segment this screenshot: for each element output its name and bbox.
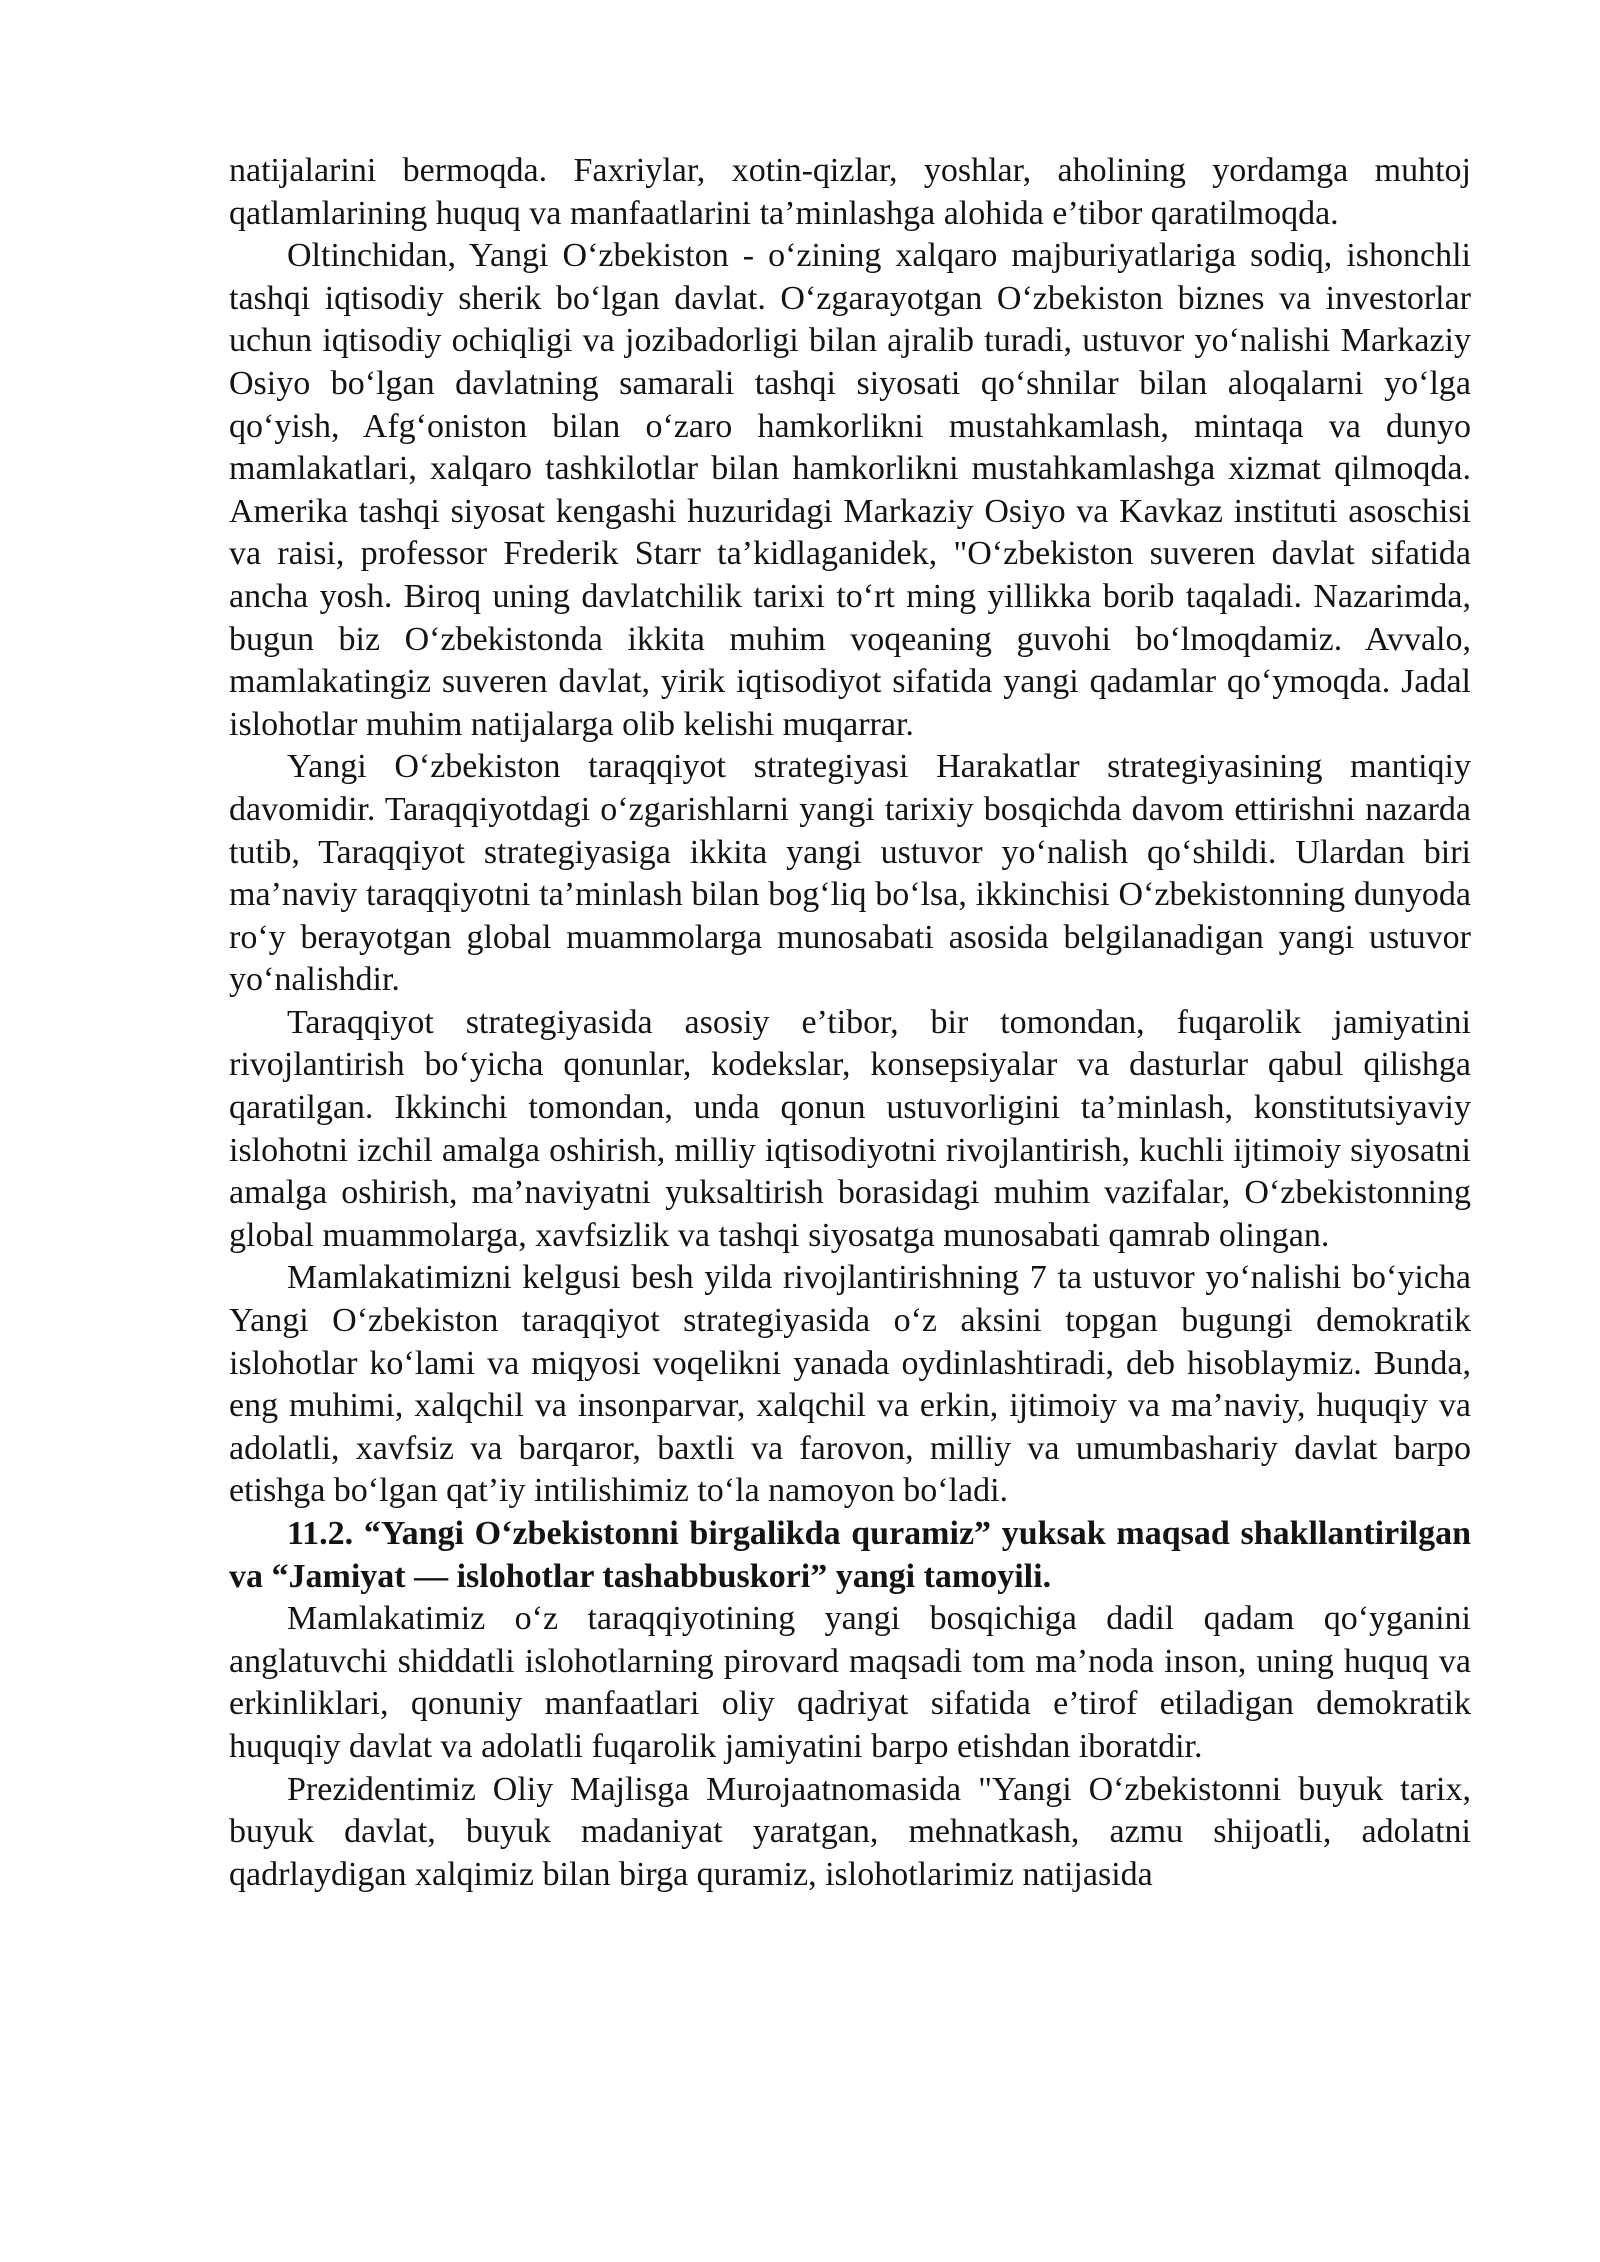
paragraph-priorities: Mamlakatimizni kelgusi besh yilda rivojlantirishning 7 ta ustuvor yo‘nalishi bo‘yicha Yangi O‘zbekiston taraqqiyot strategiyasida o‘z aksini topgan bugungi demokratik islohotlar ko‘lami va miqyosi voqelikni yanada oydinlashtiradi, deb hisoblaymiz. Bunda, eng muhimi, xalqchil va insonparvar, xalqchil va erkin, ijtimoiy va ma’naviy, huquqiy va adolatli, xavfsiz va barqaror, baxtli va farovon, milliy va umumbashariy davlat barpo etishga bo‘lgan qat’iy intilishimiz to‘la namoyon bo‘ladi. [229,1259,1471,1510]
paragraph-oltinchidan: Oltinchidan, Yangi O‘zbekiston - o‘zining xalqaro majburiyatlariga sodiq, ishonchli tashqi iqtisodiy sherik bo‘lgan davlat. O‘zgarayotgan O‘zbekiston biznes va investorlar uchun iqtisodiy ochiqligi va jozibadorligi bilan ajralib turadi, ustuvor yo‘nalishi Markaziy Osiyo bo‘lgan davlatning samarali tashqi siyosati qo‘shnilar bilan aloqalarni yo‘lga qo‘yish, Afg‘oniston bilan o‘zaro hamkorlikni mustahkamlash, mintaqa va dunyo mamlakatlari, xalqaro tashkilotlar bilan hamkorlikni mustahkamlashga xizmat qilmoqda. Amerika tashqi siyosat kengashi huzuridagi Markaziy Osiyo va Kavkaz instituti asoschisi va raisi, professor Frederik Starr ta’kidlaganidek, "O‘zbekiston suveren davlat sifatida ancha yosh. Biroq uning davlatchilik tarixi to‘rt ming yillikka borib taqaladi. Nazarimda, bugun biz O‘zbekistonda ikkita muhim voqeaning guvohi bo‘lmoqdamiz. Avvalo, mamlakatingiz suveren davlat, yirik iqtisodiyot sifatida yangi qadamlar qo‘ymoqda. Jadal islohotlar muhim natijalarga olib kelishi muqarrar. [229,237,1471,743]
document-page [229,150,1471,1896]
paragraph-continuation: natijalarini bermoqda. Faxriylar, xotin-qizlar, yoshlar, aholining yordamga muhtoj qatlamlarining huquq va manfaatlarini ta’minlashga alohida e’tibor qaratilmoqda. [229,152,1471,232]
paragraph-reforms-goal: Mamlakatimiz o‘z taraqqiyotining yangi bosqichiga dadil qadam qo‘yganini anglatuvchi shiddatli islohotlarning pirovard maqsadi tom ma’noda inson, uning huquq va erkinliklari, qonuniy manfaatlari oliy qadriyat sifatida e’tirof etiladigan demokratik huquqiy davlat va adolatli fuqarolik jamiyatini barpo etishdan iboratdir. [229,1600,1471,1765]
paragraph-strategy: Yangi O‘zbekiston taraqqiyot strategiyasi Harakatlar strategiyasining mantiqiy davomidir. Taraqqiyotdagi o‘zgarishlarni yangi tarixiy bosqichda davom ettirishni nazarda tutib, Taraqqiyot strategiyasiga ikkita yangi ustuvor yo‘nalish qo‘shildi. Ulardan biri ma’naviy taraqqiyotni ta’minlash bilan bog‘liq bo‘lsa, ikkinchisi O‘zbekistonning dunyoda ro‘y berayotgan global muammolarga munosabati asosida belgilanadigan yangi ustuvor yo‘nalishdir. [229,748,1471,999]
section-heading: 11.2. “Yangi O‘zbekistonni birgalikda quramiz” yuksak maqsad shakllantirilgan va “Jamiyat — islohotlar tashabbuskori” yangi tamoyili. [229,1515,1471,1595]
paragraph-president-address: Prezidentimiz Oliy Majlisga Murojaatnomasida "Yangi O‘zbekistonni buyuk tarix, buyuk davlat, buyuk madaniyat yaratgan, mehnatkash, azmu shijoatli, adolatni qadrlaydigan xalqimiz bilan birga quramiz, islohotlarimiz natijasida [229,1770,1471,1893]
paragraph-strategy-focus: Taraqqiyot strategiyasida asosiy e’tibor, bir tomondan, fuqarolik jamiyatini rivojlantirish bo‘yicha qonunlar, kodekslar, konsepsiyalar va dasturlar qabul qilishga qaratilgan. Ikkinchi tomondan, unda qonun ustuvorligini ta’minlash, konstitutsiyaviy islohotni izchil amalga oshirish, milliy iqtisodiyotni rivojlantirish, kuchli ijtimoiy siyosatni amalga oshirish, ma’naviyatni yuksaltirish borasidagi muhim vazifalar, O‘zbekistonning global muammolarga, xavfsizlik va tashqi siyosatga munosabati qamrab olingan. [229,1003,1471,1254]
